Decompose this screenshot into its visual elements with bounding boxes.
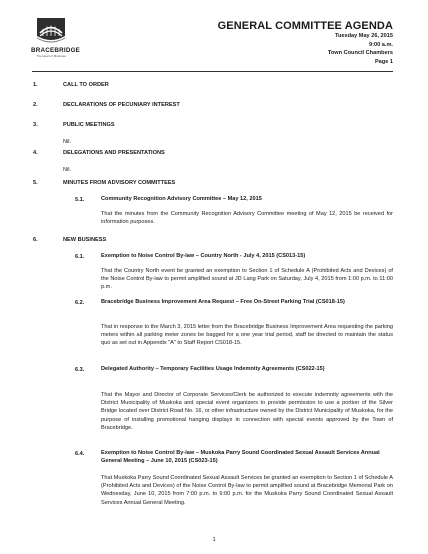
subitem-heading: Community Recognition Advisory Committee – May 12, 2015 — [101, 196, 262, 202]
logo-name: BRACEBRIDGE — [31, 47, 81, 54]
logo-tagline: The Heart of Muskoka — [36, 54, 66, 58]
subitem-number: 6.1. — [75, 254, 85, 260]
subitem-number: 6.4. — [75, 451, 85, 457]
item-number: 6. — [33, 237, 38, 243]
item-number: 3. — [33, 122, 38, 128]
page-number: 1 — [212, 537, 216, 543]
item-text: Nil. — [63, 167, 72, 173]
agenda-header — [218, 20, 393, 66]
item-heading: NEW BUSINESS — [63, 237, 107, 243]
subitem-heading: Exemption to Noise Control By-law – Muskoka Parry Sound Coordinated Sexual Assault Services Annual General Meeting – June 10, 2015 (CS023-15) — [101, 450, 380, 465]
item-number: 5. — [33, 180, 38, 186]
meeting-time: 9:00 a.m. — [369, 41, 393, 48]
town-logo — [31, 16, 81, 58]
subitem-heading: Exemption to Noise Control By-law – Country North - July 4, 2015 (CS013-15) — [101, 253, 306, 259]
item-heading: DECLARATIONS OF PECUNIARY INTEREST — [63, 102, 180, 108]
subitem-text: That the Country North event be granted an exemption to Section 1 of Schedule A (Prohibited Acts and Devices) of the Noise Control By-law to permit amplified sound at JD Lang Park on Saturday, July 4, 2015 from 1:00 p.m. to 11:00 p.m. — [101, 268, 393, 291]
subitem-number: 6.2. — [75, 300, 85, 306]
subitem-heading: Delegated Authority – Temporary Facilities Usage Indemnity Agreements (CS022-15) — [101, 366, 325, 372]
item-heading: MINUTES FROM ADVISORY COMMITTEES — [63, 180, 176, 186]
subitem-text: That Muskoka Parry Sound Coordinated Sexual Assault Services be granted an exemption to Section 1 of Schedule A (Prohibited Acts and Devices) of the Noise Control By-law to permit amplified sound at Bracebridge Memorial Park on Wednesday, June 10, 2015 from 7:00 p.m. to 9:00 p.m. for the Muskoka Parry Sound Coordinated Sexual Assault Services Annual General Meeting. — [101, 475, 393, 506]
item-text: Nil. — [63, 139, 72, 145]
subitem-text: That the minutes from the Community Recognition Advisory Committee meeting of May 12, 2015 be received for information purposes. — [101, 211, 393, 226]
agenda-title: GENERAL COMMITTEE AGENDA — [217, 20, 393, 32]
item-heading: PUBLIC MEETINGS — [63, 122, 115, 128]
item-number: 1. — [33, 82, 38, 88]
bridge-logo-icon — [31, 16, 71, 46]
item-heading: CALL TO ORDER — [63, 82, 109, 88]
item-heading: DELEGATIONS AND PRESENTATIONS — [63, 150, 165, 156]
subitem-text: That in response to the March 3, 2015 letter from the Bracebridge Business Improvement Area requesting the parking meters within all parking meter zones be bagged for a one year trial period, staff be directed to maintain the status quo as set out in Appendix "A" to Staff Report CS018-15. — [101, 324, 393, 347]
subitem-number: 5.1. — [75, 197, 85, 203]
meeting-date: Tuesday May 26, 2015 — [334, 33, 393, 39]
subitem-number: 6.3. — [75, 367, 85, 373]
item-number: 4. — [33, 150, 38, 156]
meeting-location: Town Council Chambers — [327, 50, 393, 57]
item-number: 2. — [33, 102, 38, 108]
header-page: Page 1 — [374, 58, 393, 65]
header-divider — [32, 71, 393, 72]
subitem-text: That the Mayor and Director of Corporate Services/Clerk be authorized to execute indemnity agreements with the District Municipality of Muskoka and special event organizers to provide permission to use a portion of the Silver Bridge located over District Road No. 16, or other infrastructure owned by the District Municipality of Muskoka, for the purpose of installing promotional hanging displays in connection with special events approved by the Town of Bracebridge. — [101, 392, 393, 431]
subitem-heading: Bracebridge Business Improvement Area Request – Free On-Street Parking Trial (CS018-15) — [101, 299, 345, 305]
